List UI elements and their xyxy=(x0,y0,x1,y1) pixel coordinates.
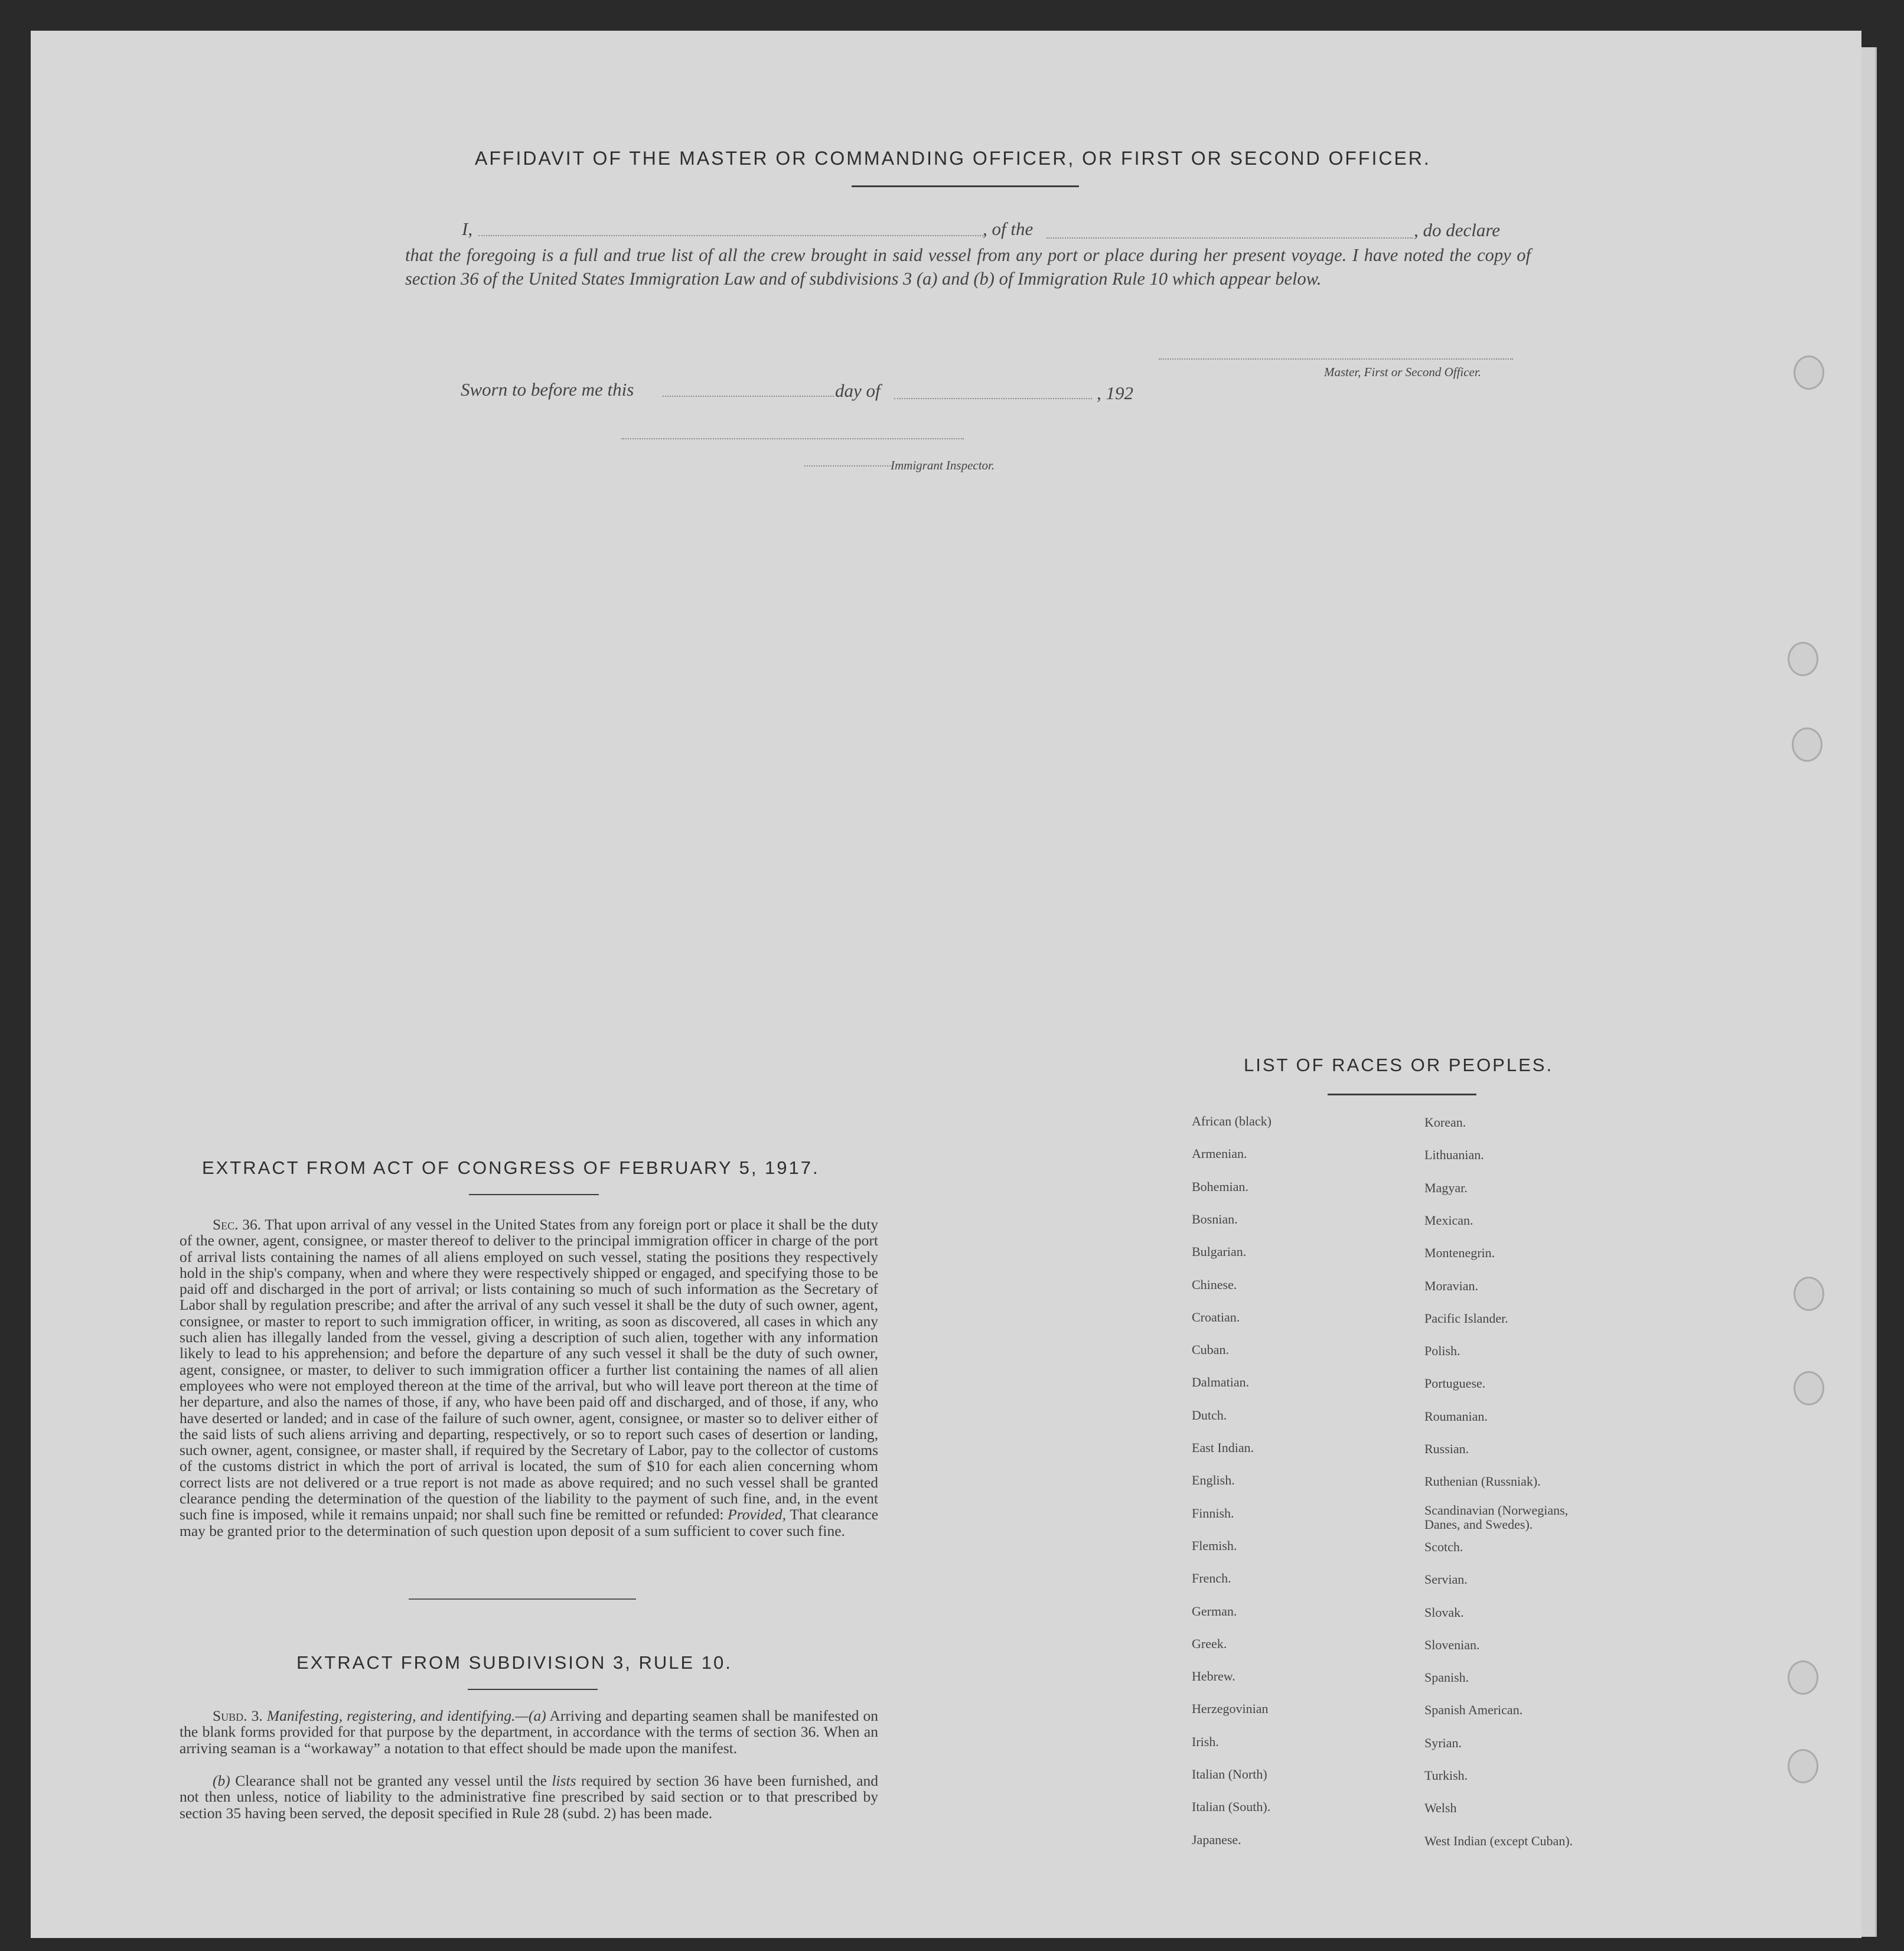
race-item-right: Pacific Islander. xyxy=(1424,1310,1508,1326)
race-item-right: Welsh xyxy=(1424,1800,1457,1816)
race-item-right: Spanish. xyxy=(1424,1670,1469,1685)
vessel-blank[interactable] xyxy=(1046,237,1413,239)
race-item-left: Dalmatian. xyxy=(1192,1375,1250,1390)
subd-label: Subd. 3. xyxy=(213,1707,263,1724)
race-item-right: Turkish. xyxy=(1424,1768,1468,1783)
subdivision-b-text xyxy=(180,1773,878,1821)
provided-word: Provided, xyxy=(728,1506,787,1523)
sworn-text: Sworn to before me this xyxy=(461,379,634,400)
affidavit-body: that the foregoing is a full and true list of all the crew brought in said vessel from any port or place during her present voyage. I have noted the copy of section 36 of the United States Immigration Law and of subdivisions 3 (a) and (b) of Immigration Rule 10 which appear below. xyxy=(405,245,1531,289)
rule-rule xyxy=(468,1689,598,1690)
b-text-2: required by section 36 have been furnished, and not then unless, notice of liability to the administrative fine prescribed by said section or to that prescribed by section 35 having been served, the deposit specified in Rule 28 (subd. 2) has been made. xyxy=(180,1772,879,1822)
race-item-right: Polish. xyxy=(1424,1343,1460,1359)
form-page xyxy=(31,31,1861,1938)
race-item-left: East Indian. xyxy=(1192,1440,1254,1455)
subdivision-a-text xyxy=(180,1708,878,1756)
race-item-right: Roumanian. xyxy=(1424,1408,1488,1424)
inspector-signature-line[interactable] xyxy=(621,438,964,439)
race-item-right: Mexican. xyxy=(1424,1212,1473,1228)
race-item-left: Bohemian. xyxy=(1192,1179,1248,1194)
day-of-text: day of xyxy=(835,380,881,401)
subd-heading: Manifesting, registering, and identifying.—(a) xyxy=(266,1707,546,1724)
race-item-left: Irish. xyxy=(1192,1734,1219,1749)
inspector-label: Immigrant Inspector. xyxy=(891,458,995,472)
races-rule xyxy=(1328,1094,1476,1095)
race-item-left: Hebrew. xyxy=(1192,1669,1235,1684)
section-divider xyxy=(409,1598,636,1600)
race-item-right: Slovak. xyxy=(1424,1604,1464,1620)
master-label: Master, First or Second Officer. xyxy=(1324,365,1481,379)
b-label: (b) xyxy=(213,1772,230,1789)
affidavit-of-the: , of the xyxy=(983,218,1033,239)
race-item-right: Scotch. xyxy=(1424,1539,1463,1554)
race-item-right: Montenegrin. xyxy=(1424,1245,1495,1261)
race-item-right: West Indian (except Cuban). xyxy=(1424,1833,1573,1848)
race-item-left: English. xyxy=(1192,1473,1235,1488)
punch-hole xyxy=(1794,1277,1824,1311)
affidavit-declare: , do declare xyxy=(1414,220,1501,240)
punch-hole xyxy=(1788,1660,1818,1695)
race-item-right: Portuguese. xyxy=(1424,1376,1486,1391)
race-item-left: Italian (South). xyxy=(1192,1799,1271,1815)
act-title: EXTRACT FROM ACT OF CONGRESS OF FEBRUARY 5, 1917. xyxy=(202,1157,820,1178)
day-blank[interactable] xyxy=(663,396,834,397)
race-item-left: Bosnian. xyxy=(1192,1211,1238,1226)
race-item-left: Chinese. xyxy=(1192,1277,1237,1292)
punch-hole xyxy=(1794,355,1824,390)
race-item-left: French. xyxy=(1192,1571,1231,1586)
race-item-left: Dutch. xyxy=(1192,1407,1227,1423)
subd-a-body: Arriving and departing seamen shall be manifested on the blank forms provided for that purpose by the department, in accordance with the terms of section 36. When an arriving seaman is a “workaway” a notation to that effect should be made upon the manifest. xyxy=(180,1707,879,1757)
section-36-text xyxy=(180,1216,878,1539)
act-rule xyxy=(469,1194,599,1195)
race-item-right: Servian. xyxy=(1424,1572,1468,1587)
punch-hole xyxy=(1788,642,1818,676)
affidavit-title: AFFIDAVIT OF THE MASTER OR COMMANDING OFFICER, OR FIRST OR SECOND OFFICER. xyxy=(475,148,1431,169)
title-rule xyxy=(852,185,1079,187)
race-item-left: Bulgarian. xyxy=(1192,1244,1247,1260)
year-text: , 192 xyxy=(1097,383,1133,403)
race-item-right: Moravian. xyxy=(1424,1278,1479,1293)
race-item-left: Herzegovinian xyxy=(1192,1701,1269,1717)
race-item-right: Ruthenian (Russniak). xyxy=(1424,1474,1541,1489)
punch-hole xyxy=(1794,1371,1824,1405)
race-item-left: Armenian. xyxy=(1192,1146,1247,1162)
race-item-left: African (black) xyxy=(1192,1114,1271,1128)
race-item-right: Syrian. xyxy=(1424,1735,1462,1750)
master-signature-line[interactable] xyxy=(1159,358,1513,360)
inspector-short-line xyxy=(804,465,893,466)
race-item-left: Cuban. xyxy=(1192,1342,1229,1358)
race-item-right: Magyar. xyxy=(1424,1180,1468,1195)
race-item-right: Scandinavian (Norwegians, Danes, and Swedes). xyxy=(1424,1502,1569,1532)
name-blank[interactable] xyxy=(478,235,983,236)
race-item-left: Finnish. xyxy=(1192,1505,1234,1521)
race-item-right: Spanish American. xyxy=(1424,1702,1523,1718)
race-item-left: German. xyxy=(1192,1603,1237,1619)
rule-title: EXTRACT FROM SUBDIVISION 3, RULE 10. xyxy=(296,1652,732,1673)
race-item-left: Flemish. xyxy=(1192,1538,1237,1553)
race-item-left: Japanese. xyxy=(1192,1832,1241,1847)
month-blank[interactable] xyxy=(894,398,1092,399)
race-item-right: Slovenian. xyxy=(1424,1637,1480,1652)
race-item-left: Croatian. xyxy=(1192,1309,1240,1324)
b-lists: lists xyxy=(552,1772,576,1789)
section-label: Sec. 36. xyxy=(213,1216,262,1233)
race-item-left: Italian (North) xyxy=(1192,1767,1267,1782)
punch-hole xyxy=(1788,1749,1818,1783)
b-text-1: Clearance shall not be granted any vessel until the xyxy=(235,1772,547,1789)
race-item-left: Greek. xyxy=(1192,1636,1227,1651)
section-end: That clearance may be granted prior to the determination of such question upon deposit of a sum sufficient to cover such fine. xyxy=(180,1506,879,1539)
race-item-right: Korean. xyxy=(1424,1115,1466,1130)
section-body: That upon arrival of any vessel in the United States from any foreign port or place it shall be the duty of the owner, agent, consignee, or master thereof to deliver to the principal immigration officer in charge of the port of arrival lists containing the names of all aliens employed on such vessel, stating the positions they respectively hold in the ship's company, when and where they were respectively shipped or engaged, and specifying those to be paid off and discharged in the port of arrival; or lists containing so much of such information as the Secretary of Labor shall by regulation prescribe; and after the arrival of any such vessel it shall be the duty of such owner, agent, consignee, or master to report to such immigration officer, in writing, as soon as discovered, all cases in which any such alien has illegally landed from the vessel, giving a description of such alien, together with any information likely to lead to his apprehension; and before the departure of any such vessel it shall be the duty of such owner, agent, consignee, or master, to deliver to such immigration officer a further list containing the names of all alien employees who were not employed thereon at the time of the arrival, but who will leave port thereon at the time of her departure, and also the names of those, if any, who have been paid off and discharged, and of those, if any, who have deserted or landed; and in case of the failure of such owner, agent, consignee, or master so to deliver either of the said lists of such aliens arriving and departing, respectively, or so to report such cases of desertion or landing, such owner, agent, consignee, or master shall, if required by the Secretary of Labor, pay to the collector of customs of the customs district in which the port of arrival is located, the sum of $10 for each alien concerning whom correct lists are not delivered or a true report is not made as above required; and no such vessel shall be granted clearance pending the determination of the question of the liability to the payment of such fine, and, in the event such fine is imposed, while it remains unpaid; nor shall such fine be remitted or refunded: xyxy=(180,1216,879,1523)
races-title: LIST OF RACES OR PEOPLES. xyxy=(1244,1055,1554,1075)
race-item-right: Lithuanian. xyxy=(1424,1147,1484,1163)
punch-hole xyxy=(1792,727,1823,762)
race-item-right: Russian. xyxy=(1424,1441,1469,1456)
affidavit-i: I, xyxy=(462,218,473,239)
